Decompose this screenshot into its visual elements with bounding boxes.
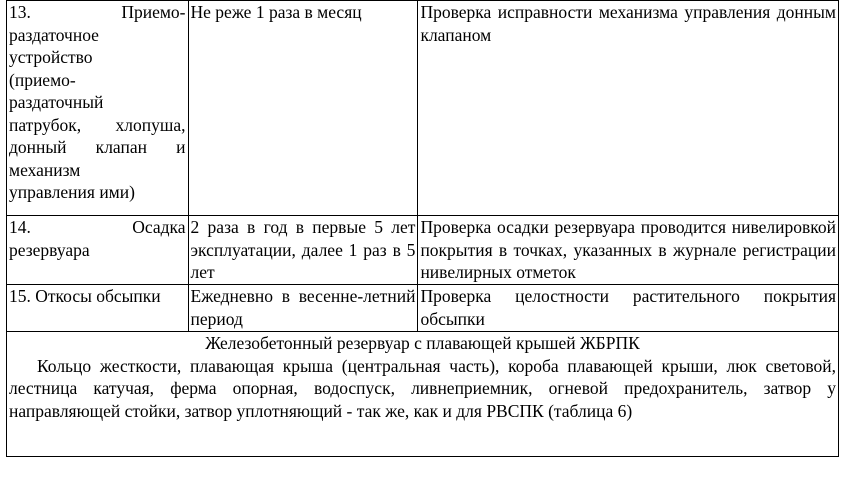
description-cell: Проверка целостности растительного покрытия обсыпки <box>418 285 839 332</box>
item-line: устройство <box>9 47 93 67</box>
item-line: механизм <box>9 159 81 180</box>
description-cell: Проверка исправности механизма управления донным клапаном <box>418 1 839 216</box>
item-line: раздаточный <box>9 92 104 112</box>
item-cell <box>7 216 189 285</box>
period-cell: Ежедневно в весенне-летний период <box>188 285 418 332</box>
period-cell: Не реже 1 раза в месяц <box>188 1 418 216</box>
description-cell: Проверка осадки резервуара проводится нивелировкой покрытия в точках, указанных в журнале регистрации нивелирных отметок <box>418 216 839 285</box>
note-cell <box>7 332 839 457</box>
note-title: Железобетонный резервуар с плавающей крышей ЖБРПК <box>205 333 640 353</box>
item-line: 14. Осадка <box>9 217 186 237</box>
inspection-table <box>6 0 839 457</box>
item-line: донный клапан и <box>9 137 186 157</box>
item-cell <box>7 285 189 332</box>
note-body: Кольцо жесткости, плавающая крыша (центральная часть), короба плавающей крыши, люк световой, лестница катучая, ферма опорная, водоспуск, ливнеприемник, огневой предохранитель, затвор у направляющей стойки, затвор уплотняющий - так же, как и для РВСПК (таблица 6) <box>9 355 836 421</box>
item-line: (приемо- <box>9 69 76 90</box>
table-row-note <box>7 332 839 457</box>
item-line: управления ими) <box>9 182 135 202</box>
table-row <box>7 216 839 285</box>
item-line: 13. Приемо- <box>9 2 186 22</box>
item-line: раздаточное <box>9 24 99 45</box>
table-row <box>7 285 839 332</box>
item-line: резервуара <box>9 239 90 260</box>
item-line: патрубок, хлопуша, <box>9 114 186 135</box>
item-cell <box>7 1 189 216</box>
period-cell: 2 раза в год в первые 5 лет эксплуатации, далее 1 раз в 5 лет <box>188 216 418 285</box>
item-line: 15. Откосы обсыпки <box>9 286 161 306</box>
table-row <box>7 1 839 216</box>
